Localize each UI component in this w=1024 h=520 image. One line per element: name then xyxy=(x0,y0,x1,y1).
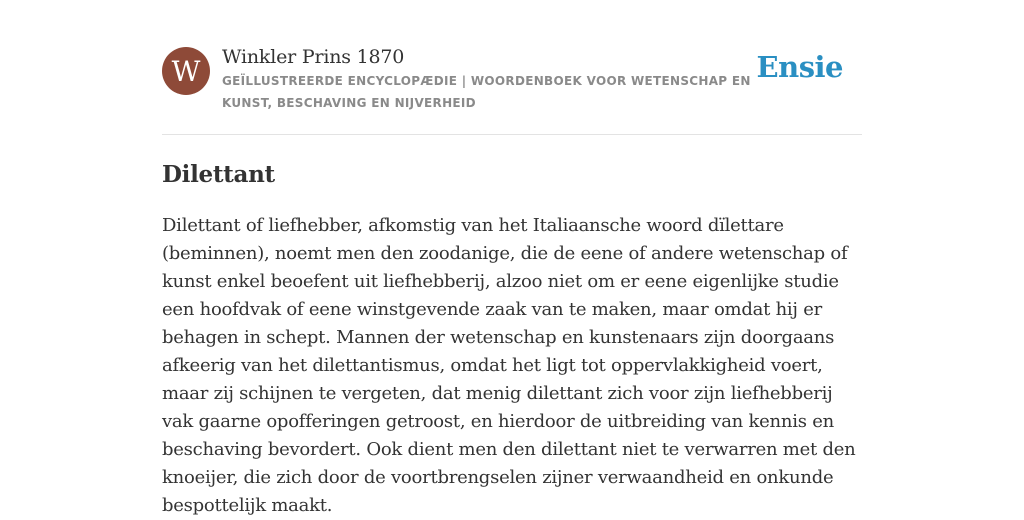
source-subtitle: GEÏLLUSTREERDE ENCYCLOPÆDIE | WOORDENBOEK VOOR WETENSCHAP EN KUNST, BESCHAVING EN NIJVERHEID xyxy=(222,74,751,110)
source-title[interactable]: Winkler Prins 1870 xyxy=(222,46,405,68)
entry-body: Dilettant of liefhebber, afkomstig van het Italiaansche woord dïlettare (beminnen), noemt men den zoodanige, die de eene of andere wetenschap of kunst enkel beoefent uit liefhebberij, alzoo niet om er eene eigenlijke studie een hoofdvak of eene winstgevende zaak van te maken, maar omdat hij er behagen in schept. Mannen der wetenschap en kunstenaars zijn doorgaans afkeerig van het dilettantismus, omdat het ligt tot oppervlakkigheid voert, maar zij schijnen te vergeten, dat menig dilettant zich voor zijn liefhebberij vak gaarne opofferingen getroost, en hierdoor de uitbreiding van kennis en beschaving bevordert. Ook dient men den dilettant niet te verwarren met den knoeijer, die zich door de voortbrengselen zijner verwaandheid en onkunde bespottelijk maakt. xyxy=(162,215,856,516)
source-info xyxy=(222,44,752,114)
entry-title: Dilettant xyxy=(162,161,275,188)
source-header xyxy=(162,44,862,135)
ensie-logo-link[interactable]: Ensie xyxy=(756,50,843,84)
source-avatar[interactable]: W xyxy=(162,47,210,95)
entry-card xyxy=(162,44,862,516)
